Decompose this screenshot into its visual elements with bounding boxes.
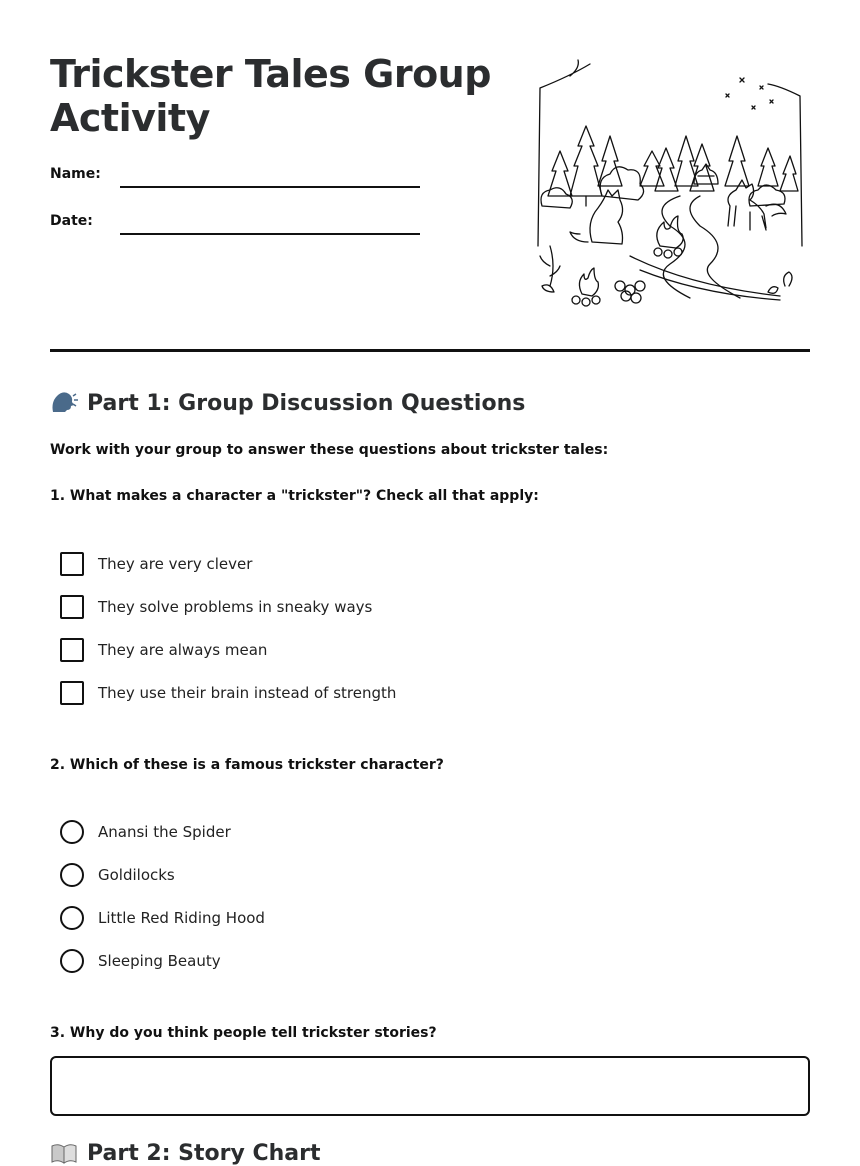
checkbox-option-label: They use their brain instead of strength [98,684,397,702]
instructions-text: Work with your group to answer these questions about trickster tales: [50,442,609,458]
checkbox-option[interactable] [60,595,372,619]
speaking-head-icon [50,390,78,416]
radio-button[interactable] [60,820,84,844]
radio-button[interactable] [60,906,84,930]
radio-option-label: Sleeping Beauty [98,952,221,970]
radio-option-label: Anansi the Spider [98,823,231,841]
checkbox-option-label: They solve problems in sneaky ways [98,598,373,616]
checkbox[interactable] [60,595,84,619]
radio-option[interactable] [60,906,265,930]
part1-title: Part 1: Group Discussion Questions [87,390,526,416]
part2-heading [50,1140,321,1166]
name-field[interactable] [120,186,420,188]
checkbox-option-label: They are very clever [98,555,253,573]
forest-illustration [530,56,810,314]
header-divider [50,349,810,352]
page-title: Trickster Tales Group Activity [50,52,491,140]
radio-button[interactable] [60,949,84,973]
checkbox-option[interactable] [60,681,396,705]
radio-option[interactable] [60,820,231,844]
question-1: 1. What makes a character a "trickster"? Check all that apply: [50,488,539,504]
radio-option[interactable] [60,863,175,887]
question-2: 2. Which of these is a famous trickster character? [50,757,444,773]
radio-option-label: Goldilocks [98,866,175,884]
checkbox[interactable] [60,552,84,576]
checkbox-option[interactable] [60,552,252,576]
radio-option[interactable] [60,949,221,973]
checkbox[interactable] [60,681,84,705]
date-label: Date: [50,213,93,229]
answer-textarea[interactable] [50,1056,810,1116]
checkbox[interactable] [60,638,84,662]
radio-button[interactable] [60,863,84,887]
radio-option-label: Little Red Riding Hood [98,909,265,927]
date-field[interactable] [120,233,420,235]
checkbox-option-label: They are always mean [98,641,268,659]
open-book-icon [50,1140,78,1166]
checkbox-option[interactable] [60,638,267,662]
part2-title: Part 2: Story Chart [87,1140,321,1166]
part1-heading [50,390,525,416]
name-label: Name: [50,166,101,182]
question-3: 3. Why do you think people tell trickster stories? [50,1025,437,1041]
